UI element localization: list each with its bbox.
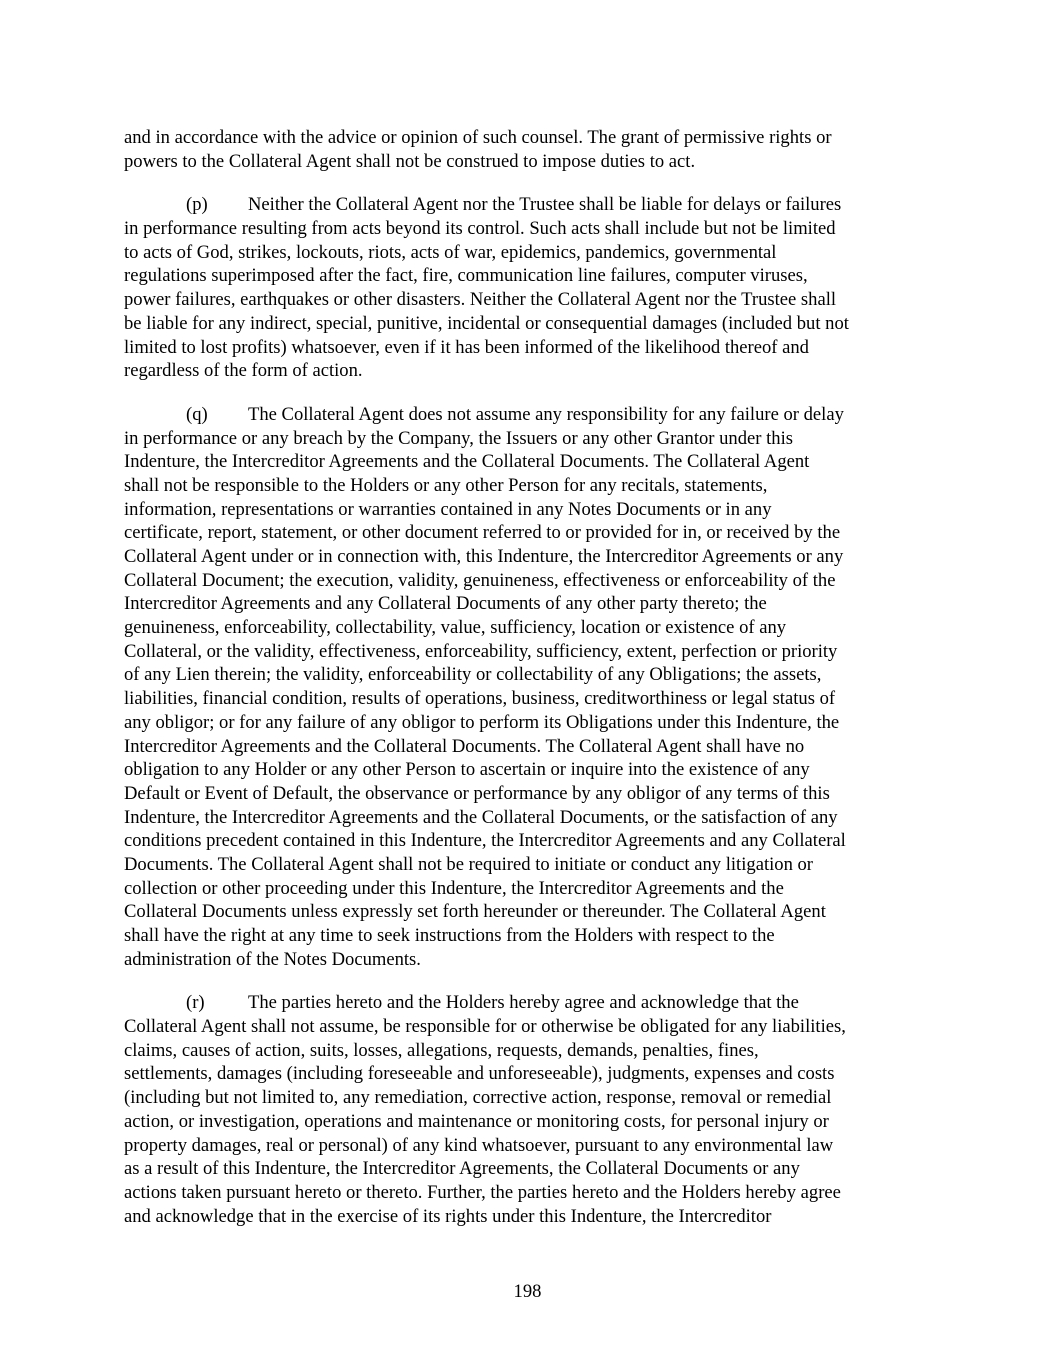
text-line: (including but not limited to, any remediation, corrective action, response, removal or remedial: [124, 1087, 832, 1109]
text-line: of any Lien therein; the validity, enforceability or collectability of any Obligations; the assets,: [124, 664, 822, 686]
text-line: collection or other proceeding under this Indenture, the Intercreditor Agreements and the: [124, 877, 784, 899]
paragraph-p: [124, 193, 936, 383]
paragraph-marker: (p): [186, 194, 208, 216]
text-line: [124, 193, 936, 217]
text-line: [124, 403, 936, 427]
text-line: be liable for any indirect, special, punitive, incidental or consequential damages (included but not: [124, 312, 849, 334]
paragraph-q: [124, 403, 936, 972]
text-line: and in accordance with the advice or opinion of such counsel. The grant of permissive rights or: [124, 127, 832, 148]
text-line: as a result of this Indenture, the Intercreditor Agreements, the Collateral Documents or any: [124, 1158, 800, 1180]
text-line: Collateral Documents unless expressly set forth hereunder or thereunder. The Collateral Agent: [124, 901, 826, 923]
text-line: Collateral, or the validity, effectiveness, enforceability, sufficiency, extent, perfection or priority: [124, 640, 838, 662]
text-line: limited to lost profits) whatsoever, even if it has been informed of the likelihood thereof and: [124, 336, 809, 358]
page-number: 198: [513, 1281, 542, 1302]
text-line: to acts of God, strikes, lockouts, riots, acts of war, epidemics, pandemics, governmental: [124, 241, 777, 263]
text-line: action, or investigation, operations and maintenance or monitoring costs, for personal injury or: [124, 1110, 829, 1132]
text-line-content: The Collateral Agent does not assume any responsibility for any failure or delay: [248, 403, 844, 425]
paragraph-continuation: [124, 126, 936, 173]
text-line: regulations superimposed after the fact, fire, communication line failures, computer viruses,: [124, 265, 808, 287]
text-line: Indenture, the Intercreditor Agreements and the Collateral Documents. The Collateral Agent: [124, 451, 810, 473]
text-line: power failures, earthquakes or other disasters. Neither the Collateral Agent nor the Trustee shall: [124, 289, 837, 311]
text-line: Intercreditor Agreements and any Collateral Documents of any other party thereto; the: [124, 593, 767, 615]
text-line: property damages, real or personal) of any kind whatsoever, pursuant to any environmental law: [124, 1134, 834, 1156]
text-line: claims, causes of action, suits, losses, allegations, requests, demands, penalties, fines,: [124, 1039, 759, 1061]
text-line: powers to the Collateral Agent shall not be construed to impose duties to act.: [124, 150, 696, 172]
text-line: Collateral Agent shall not assume, be responsible for or otherwise be obligated for any liabilities,: [124, 1016, 846, 1038]
text-line: shall have the right at any time to seek instructions from the Holders with respect to the: [124, 925, 775, 946]
text-line: any obligor; or for any failure of any obligor to perform its Obligations under this Indenture, the: [124, 711, 840, 733]
text-line: Collateral Agent under or in connection with, this Indenture, the Intercreditor Agreements or any: [124, 546, 844, 567]
text-line: in performance resulting from acts beyond its control. Such acts shall include but not be limited: [124, 218, 836, 240]
text-line-content: Neither the Collateral Agent nor the Trustee shall be liable for delays or failures: [248, 194, 842, 216]
text-line: actions taken pursuant hereto or thereto. Further, the parties hereto and the Holders hereby agree: [124, 1181, 841, 1203]
text-line-content: The parties hereto and the Holders hereby agree and acknowledge that the: [248, 992, 799, 1014]
text-line: Collateral Document; the execution, validity, genuineness, effectiveness or enforceability of the: [124, 569, 836, 591]
document-body: [124, 126, 936, 1248]
text-line: settlements, damages (including foreseeable and unforeseeable), judgments, expenses and costs: [124, 1063, 835, 1085]
text-line: conditions precedent contained in this Indenture, the Intercreditor Agreements and any Collateral: [124, 830, 846, 852]
text-line: in performance or any breach by the Company, the Issuers or any other Grantor under this: [124, 427, 793, 449]
text-line: Documents. The Collateral Agent shall not be required to initiate or conduct any litigation or: [124, 853, 814, 875]
text-line: administration of the Notes Documents.: [124, 948, 421, 970]
paragraph-r: [124, 991, 936, 1228]
paragraph-marker: (q): [186, 403, 208, 425]
text-line: shall not be responsible to the Holders or any other Person for any recitals, statements,: [124, 474, 768, 496]
text-line: [124, 991, 936, 1015]
text-line: regardless of the form of action.: [124, 360, 363, 382]
paragraph-marker: (r): [186, 992, 205, 1014]
text-line: liabilities, financial condition, results of operations, business, creditworthiness or legal status of: [124, 688, 836, 710]
text-line: Intercreditor Agreements and the Collateral Documents. The Collateral Agent shall have no: [124, 735, 805, 757]
text-line: Indenture, the Intercreditor Agreements and the Collateral Documents, or the satisfaction of any: [124, 806, 838, 828]
text-line: information, representations or warranties contained in any Notes Documents or in any: [124, 498, 772, 520]
text-line: certificate, report, statement, or other document referred to or provided for in, or received by the: [124, 522, 841, 544]
text-line: genuineness, enforceability, collectability, value, sufficiency, location or existence of any: [124, 617, 787, 639]
text-line: Default or Event of Default, the observance or performance by any obligor of any terms of this: [124, 782, 830, 804]
text-line: obligation to any Holder or any other Person to ascertain or inquire into the existence of any: [124, 759, 810, 781]
text-line: and acknowledge that in the exercise of its rights under this Indenture, the Intercreditor: [124, 1205, 772, 1227]
